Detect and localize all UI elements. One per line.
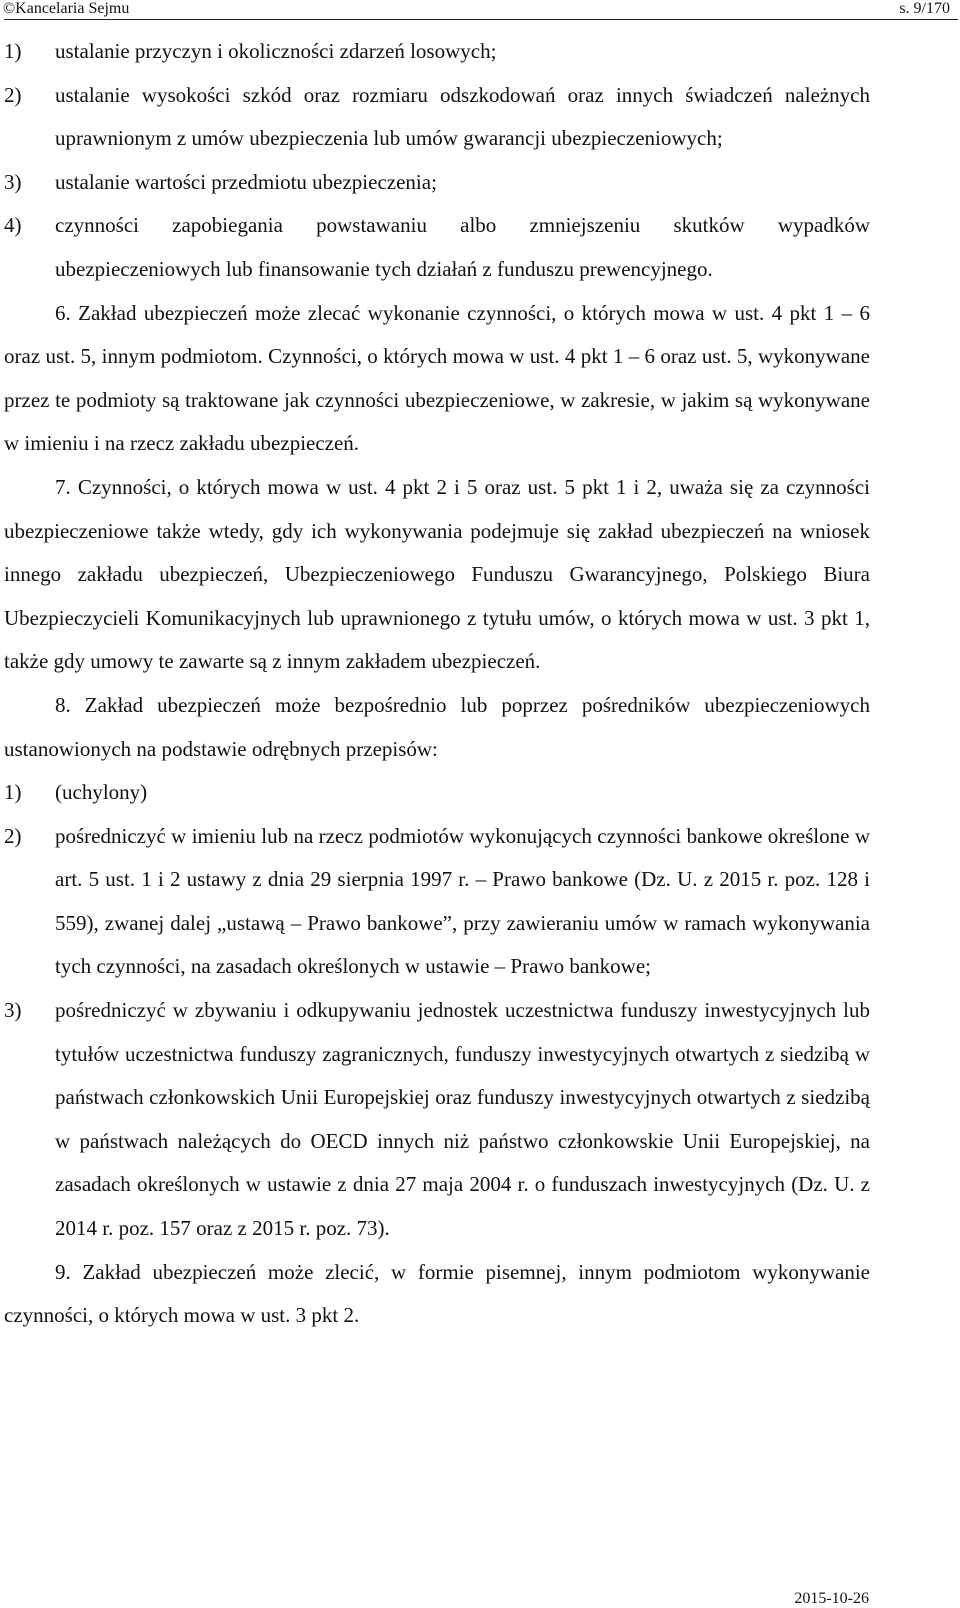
list-item — [4, 30, 870, 74]
source-label: ©Kancelaria Sejmu — [3, 0, 130, 17]
paragraph-9: 9. Zakład ubezpieczeń może zlecić, w formie pisemnej, innym podmiotom wykonywanie czynności, o których mowa w ust. 3 pkt 2. — [4, 1259, 870, 1328]
list-item — [4, 771, 870, 815]
list-item — [4, 161, 870, 205]
list-item-number: 3) — [4, 169, 22, 194]
list-item-number: 2) — [4, 82, 22, 107]
list-item-number: 4) — [4, 213, 22, 238]
list-item-text: czynności zapobiegania powstawaniu albo zmniejszeniu skutków wypadków ubezpieczeniowych lub finansowanie tych działań z funduszu prewencyjnego. — [55, 213, 870, 281]
list-item-text: ustalanie przyczyn i okoliczności zdarzeń losowych; — [55, 39, 497, 63]
list-item — [4, 204, 870, 291]
list-item-number: 1) — [4, 780, 22, 805]
list-item-text: (uchylony) — [55, 780, 148, 805]
list-item-number: 2) — [4, 823, 22, 848]
paragraph-7: 7. Czynności, o których mowa w ust. 4 pkt 2 i 5 oraz ust. 5 pkt 1 i 2, uważa się za czynności ubezpieczeniowe także wtedy, gdy ich wykonywania podejmuje się zakład ubezpieczeń na wniosek innego zakładu ubezpieczeń, Ubezpieczeniowego Funduszu Gwarancyjnego, Polskiego Biura Ubezpieczycieli Komunikacyjnych lub uprawnionego z tytułu umów, o których mowa w ust. 3 pkt 1, także gdy umowy te zawarte są z innym zakładem ubezpieczeń. — [4, 474, 870, 674]
list-item-text: ustalanie wysokości szkód oraz rozmiaru odszkodowań oraz innych świadczeń należnych uprawnionym z umów ubezpieczenia lub umów gwarancji ubezpieczeniowych; — [55, 82, 870, 151]
list-item-number: 1) — [4, 39, 22, 63]
header-divider — [4, 19, 958, 20]
list-item-number: 3) — [4, 998, 22, 1023]
list-item — [4, 74, 870, 161]
paragraph-8: 8. Zakład ubezpieczeń może bezpośrednio lub poprzez pośredników ubezpieczeniowych ustanowionych na podstawie odrębnych przepisów: — [4, 692, 870, 761]
list-item — [4, 815, 870, 989]
page-number: s. 9/170 — [899, 0, 950, 17]
page-header — [0, 0, 960, 20]
list-item-text: pośredniczyć w imieniu lub na rzecz podmiotów wykonujących czynności bankowe określone w art. 5 ust. 1 i 2 ustawy z dnia 29 sierpnia 1997 r. – Prawo bankowe (Dz. U. z 2015 r. poz. 128 i 559), zwanej dalej „ustawą – Prawo bankowe”, przy zawieraniu umów w ramach wykonywania tych czynności, na zasadach określonych w ustawie – Prawo bankowe; — [55, 823, 870, 979]
list-item-text: pośredniczyć w zbywaniu i odkupywaniu jednostek uczestnictwa funduszy inwestycyjnych lub tytułów uczestnictwa funduszy zagranicznych, funduszy inwestycyjnych otwartych z siedzibą w państwach członkowskich Unii Europejskiej oraz funduszy inwestycyjnych otwartych z siedzibą w państwach należących do OECD innych niż państwo członkowskie Unii Europejskiej, na zasadach określonych w ustawie z dnia 27 maja 2004 r. o funduszach inwestycyjnych (Dz. U. z 2014 r. poz. 157 oraz z 2015 r. poz. 73). — [55, 998, 870, 1241]
paragraph-6: 6. Zakład ubezpieczeń może zlecać wykonanie czynności, o których mowa w ust. 4 pkt 1 – 6 oraz ust. 5, innym podmiotom. Czynności, o których mowa w ust. 4 pkt 1 – 6 oraz ust. 5, wykonywane przez te podmioty są traktowane jak czynności ubezpieczeniowe, w zakresie, w jakim są wykonywane w imieniu i na rzecz zakładu ubezpieczeń. — [4, 300, 870, 456]
document-body — [4, 30, 870, 1338]
document-date: 2015-10-26 — [794, 1590, 869, 1607]
list-item — [4, 989, 870, 1251]
list-item-text: ustalanie wartości przedmiotu ubezpieczenia; — [55, 169, 437, 194]
